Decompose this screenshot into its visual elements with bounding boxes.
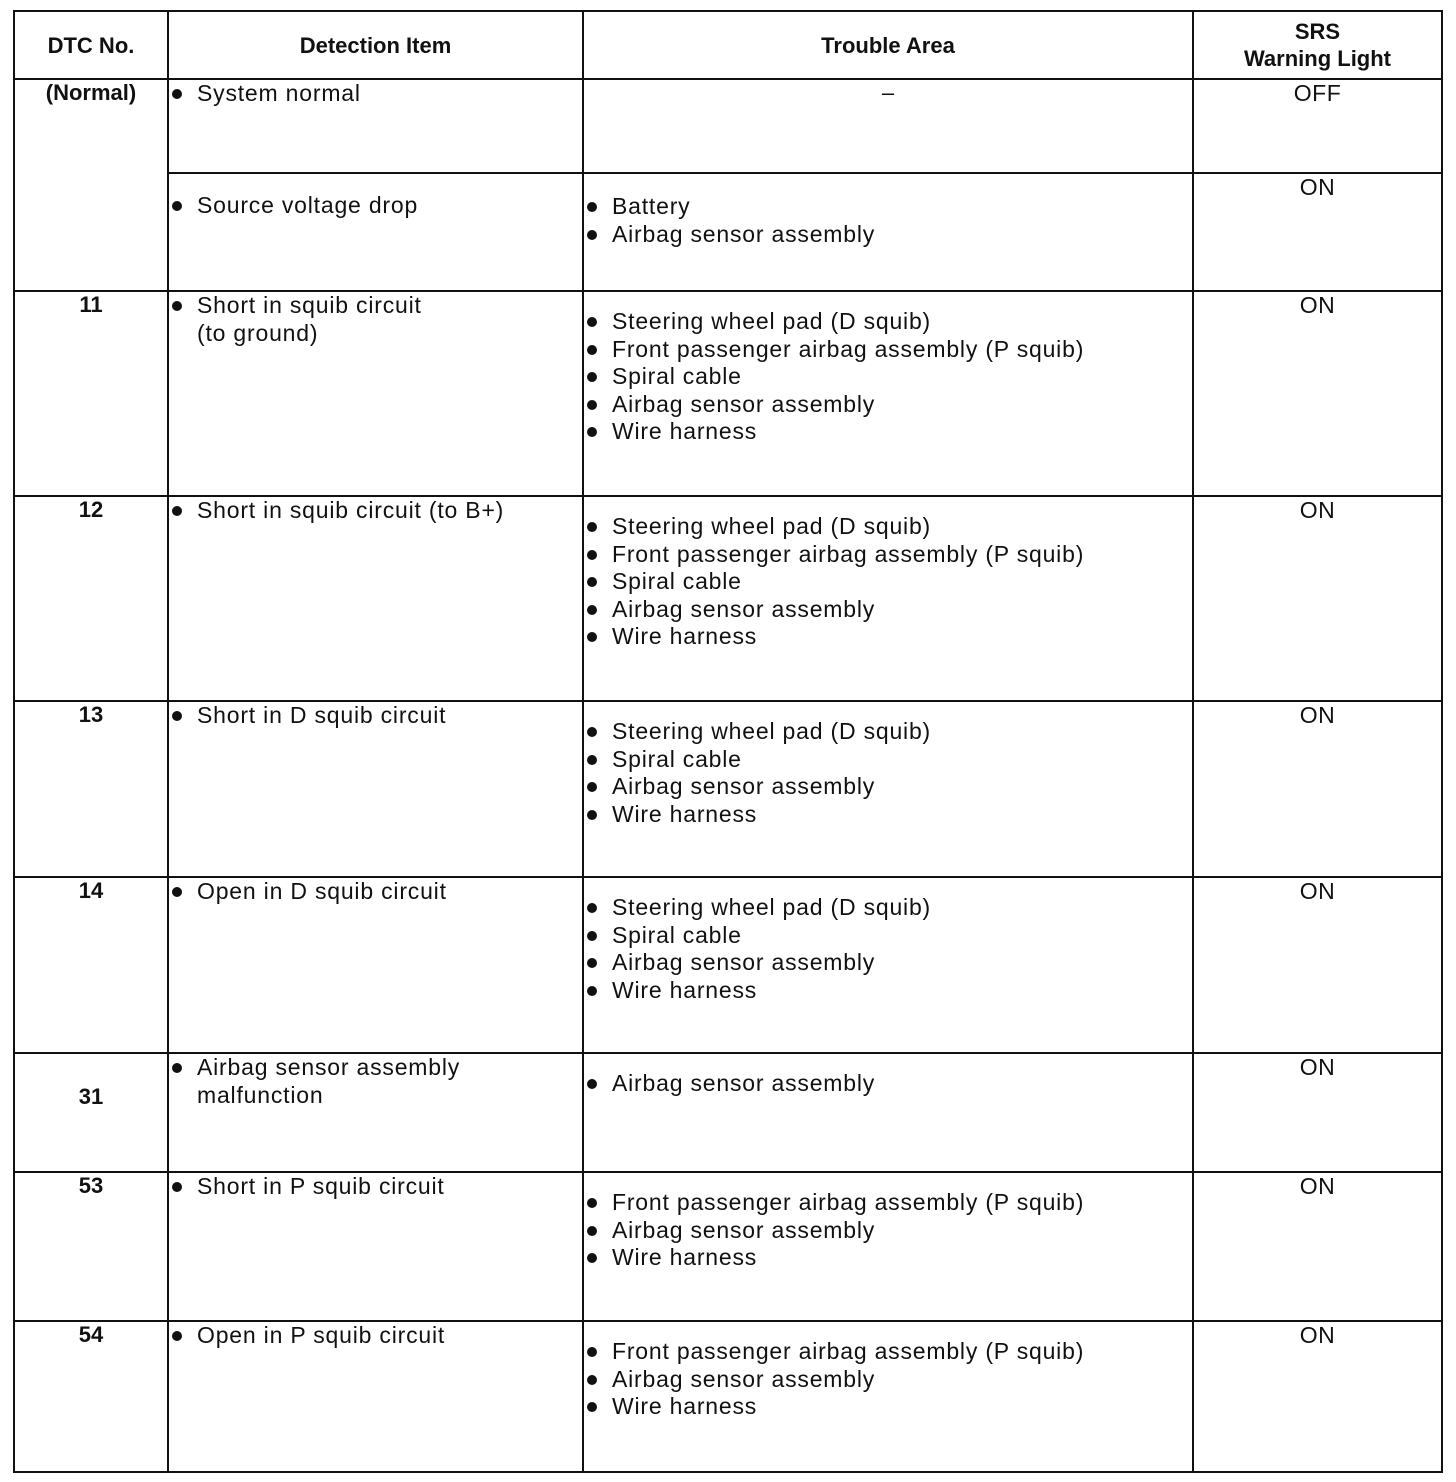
trouble-area-cell: [583, 1053, 1193, 1172]
detection-text: System normal: [197, 80, 361, 106]
trouble-area-none: –: [583, 79, 1193, 173]
srs-warning-light-value: ON: [1193, 496, 1442, 701]
trouble-area-cell: [583, 496, 1193, 701]
trouble-text: Airbag sensor assembly: [612, 773, 876, 799]
bullet-icon: [172, 1182, 182, 1192]
detection-item-cell: [168, 1321, 583, 1472]
bullet-icon: [172, 1063, 182, 1073]
trouble-list-item: [584, 623, 1192, 651]
table-row: [14, 877, 1442, 1053]
detection-item-cell: [168, 79, 583, 173]
bullet-icon: [172, 887, 182, 897]
bullet-icon: [587, 755, 597, 765]
detection-item-cell: [168, 877, 583, 1053]
trouble-text: Front passenger airbag assembly (P squib): [612, 335, 1085, 362]
srs-warning-light-value: ON: [1193, 877, 1442, 1053]
trouble-text: Wire harness: [612, 800, 758, 827]
bullet-icon: [587, 230, 597, 240]
trouble-list-item: [584, 977, 1192, 1005]
trouble-area-cell: [583, 877, 1193, 1053]
srs-warning-light-value: OFF: [1193, 79, 1442, 173]
detection-text: Short in squib circuit (to B+): [197, 497, 505, 523]
bullet-icon: [172, 1331, 182, 1341]
bullet-icon: [587, 400, 597, 410]
dtc-number: 13: [14, 701, 168, 877]
bullet-icon: [587, 903, 597, 913]
detection-list-item: [169, 192, 582, 220]
detection-text: Airbag sensor assembly malfunction: [197, 1054, 461, 1108]
bullet-icon: [587, 317, 597, 327]
bullet-icon: [587, 986, 597, 996]
trouble-list-item: [584, 513, 1192, 541]
trouble-list-item: [584, 568, 1192, 596]
table-row: [14, 291, 1442, 496]
detection-list: [169, 292, 582, 347]
bullet-icon: [587, 1347, 597, 1357]
trouble-list-item: [584, 391, 1192, 419]
trouble-list: [584, 1189, 1192, 1272]
trouble-list-item: [584, 193, 1192, 221]
detection-text: Source voltage drop: [197, 192, 419, 218]
detection-list: [169, 497, 582, 525]
dtc-number: 12: [14, 496, 168, 701]
dtc-number: 11: [14, 291, 168, 496]
trouble-text: Steering wheel pad (D squib): [612, 894, 932, 920]
bullet-icon: [587, 958, 597, 968]
detection-item-cell: [168, 291, 583, 496]
detection-list-item: [169, 878, 582, 906]
trouble-list: [584, 513, 1192, 651]
detection-list: [169, 1322, 582, 1350]
detection-list-item: [169, 292, 582, 347]
header-srs-warning-light: [1193, 11, 1442, 79]
trouble-area-cell: [583, 1172, 1193, 1321]
trouble-list: [584, 1338, 1192, 1421]
trouble-list-item: [584, 1393, 1192, 1421]
header-row: [14, 11, 1442, 79]
dtc-number: 53: [14, 1172, 168, 1321]
detection-text: Open in D squib circuit: [197, 878, 447, 904]
trouble-list: [584, 894, 1192, 1004]
trouble-area-cell: [583, 701, 1193, 877]
trouble-text: Spiral cable: [612, 921, 742, 948]
detection-list: [169, 1173, 582, 1201]
bullet-icon: [587, 1226, 597, 1236]
trouble-text: Airbag sensor assembly: [612, 949, 876, 975]
trouble-list-item: [584, 746, 1192, 774]
header-srs-line1: SRS: [1294, 19, 1341, 44]
bullet-icon: [587, 931, 597, 941]
trouble-area-cell: [583, 291, 1193, 496]
bullet-icon: [172, 506, 182, 516]
trouble-list-item: [584, 922, 1192, 950]
bullet-icon: [587, 605, 597, 615]
trouble-text: Airbag sensor assembly: [612, 1070, 876, 1096]
bullet-icon: [587, 577, 597, 587]
bullet-icon: [587, 345, 597, 355]
trouble-text: Airbag sensor assembly: [612, 1365, 876, 1392]
trouble-list: [584, 718, 1192, 828]
bullet-icon: [587, 1402, 597, 1412]
trouble-text: Front passenger airbag assembly (P squib): [612, 1338, 1085, 1364]
table-row: [14, 701, 1442, 877]
trouble-list-item: [584, 1244, 1192, 1272]
detection-list-item: [169, 702, 582, 730]
trouble-text: Steering wheel pad (D squib): [612, 718, 932, 744]
trouble-list-item: [584, 541, 1192, 569]
bullet-icon: [172, 301, 182, 311]
header-detection-item: Detection Item: [168, 11, 583, 79]
detection-list-item: [169, 497, 582, 525]
bullet-icon: [172, 201, 182, 211]
header-trouble-area: Trouble Area: [583, 11, 1193, 79]
bullet-icon: [587, 810, 597, 820]
bullet-icon: [172, 711, 182, 721]
trouble-area-cell: [583, 173, 1193, 291]
bullet-icon: [587, 727, 597, 737]
dtc-number-normal: (Normal): [14, 79, 168, 291]
trouble-text: Wire harness: [612, 418, 758, 444]
detection-list-item: [169, 1173, 582, 1201]
trouble-text: Wire harness: [612, 1244, 758, 1270]
detection-list: [169, 80, 582, 108]
detection-list-item: [169, 80, 582, 108]
trouble-list-item: [584, 1217, 1192, 1245]
dtc-number: 54: [14, 1321, 168, 1472]
trouble-text: Spiral cable: [612, 745, 742, 772]
trouble-list: [584, 308, 1192, 446]
trouble-list-item: [584, 1338, 1192, 1366]
srs-warning-light-value: ON: [1193, 701, 1442, 877]
detection-item-cell: [168, 1053, 583, 1172]
trouble-text: Airbag sensor assembly: [612, 390, 876, 417]
trouble-text: Wire harness: [612, 1393, 758, 1419]
table-row: [14, 1321, 1442, 1472]
header-srs-line2: Warning Light: [1243, 46, 1392, 71]
detection-list: [169, 702, 582, 730]
trouble-list-item: [584, 773, 1192, 801]
srs-warning-light-value: ON: [1193, 1172, 1442, 1321]
trouble-list-item: [584, 1366, 1192, 1394]
trouble-text: Spiral cable: [612, 363, 742, 389]
bullet-icon: [587, 1079, 597, 1089]
bullet-icon: [587, 1375, 597, 1385]
table-row-normal-2: [14, 173, 1442, 291]
detection-item-cell: [168, 496, 583, 701]
trouble-text: Spiral cable: [612, 568, 742, 594]
bullet-icon: [587, 1198, 597, 1208]
srs-warning-light-value: ON: [1193, 173, 1442, 291]
detection-text: Short in P squib circuit: [197, 1173, 445, 1199]
table-row: [14, 496, 1442, 701]
detection-list: [169, 192, 582, 220]
bullet-icon: [587, 427, 597, 437]
trouble-list-item: [584, 894, 1192, 922]
detection-text: Short in D squib circuit: [197, 702, 447, 728]
detection-list: [169, 1054, 582, 1109]
header-dtc-no: DTC No.: [14, 11, 168, 79]
detection-item-cell: [168, 173, 583, 291]
trouble-text: Steering wheel pad (D squib): [612, 513, 932, 539]
bullet-icon: [587, 202, 597, 212]
trouble-list-item: [584, 596, 1192, 624]
detection-item-cell: [168, 1172, 583, 1321]
srs-warning-light-value: ON: [1193, 291, 1442, 496]
trouble-list-item: [584, 1070, 1192, 1098]
detection-list-item: [169, 1322, 582, 1350]
detection-list: [169, 878, 582, 906]
table-row: [14, 1172, 1442, 1321]
trouble-list-item: [584, 1189, 1192, 1217]
bullet-icon: [587, 632, 597, 642]
trouble-text: Airbag sensor assembly: [612, 220, 876, 247]
bullet-icon: [587, 372, 597, 382]
trouble-text: Wire harness: [612, 976, 758, 1003]
table-row: [14, 1053, 1442, 1172]
trouble-list-item: [584, 949, 1192, 977]
trouble-list-item: [584, 308, 1192, 336]
dtc-number: 14: [14, 877, 168, 1053]
srs-warning-light-value: ON: [1193, 1053, 1442, 1172]
trouble-text: Steering wheel pad (D squib): [612, 308, 932, 334]
detection-text: Open in P squib circuit: [197, 1322, 446, 1348]
trouble-text: Airbag sensor assembly: [612, 1216, 876, 1243]
dtc-table: [13, 10, 1443, 1473]
bullet-icon: [587, 1253, 597, 1263]
trouble-list-item: [584, 336, 1192, 364]
trouble-list-item: [584, 363, 1192, 391]
trouble-list-item: [584, 801, 1192, 829]
trouble-list: [584, 193, 1192, 248]
trouble-list-item: [584, 718, 1192, 746]
detection-item-cell: [168, 701, 583, 877]
table-row-normal-1: [14, 79, 1442, 173]
bullet-icon: [587, 522, 597, 532]
dtc-number: 31: [14, 1053, 168, 1172]
detection-list-item: [169, 1054, 582, 1109]
trouble-text: Airbag sensor assembly: [612, 595, 876, 622]
trouble-text: Battery: [612, 193, 691, 219]
bullet-icon: [587, 782, 597, 792]
srs-warning-light-value: ON: [1193, 1321, 1442, 1472]
trouble-list-item: [584, 418, 1192, 446]
trouble-text: Wire harness: [612, 623, 758, 649]
trouble-area-cell: [583, 1321, 1193, 1472]
bullet-icon: [587, 550, 597, 560]
trouble-list: [584, 1070, 1192, 1098]
bullet-icon: [172, 89, 182, 99]
detection-text: Short in squib circuit (to ground): [197, 292, 422, 346]
trouble-text: Front passenger airbag assembly (P squib): [612, 540, 1085, 567]
trouble-text: Front passenger airbag assembly (P squib): [612, 1189, 1085, 1215]
trouble-list-item: [584, 221, 1192, 249]
